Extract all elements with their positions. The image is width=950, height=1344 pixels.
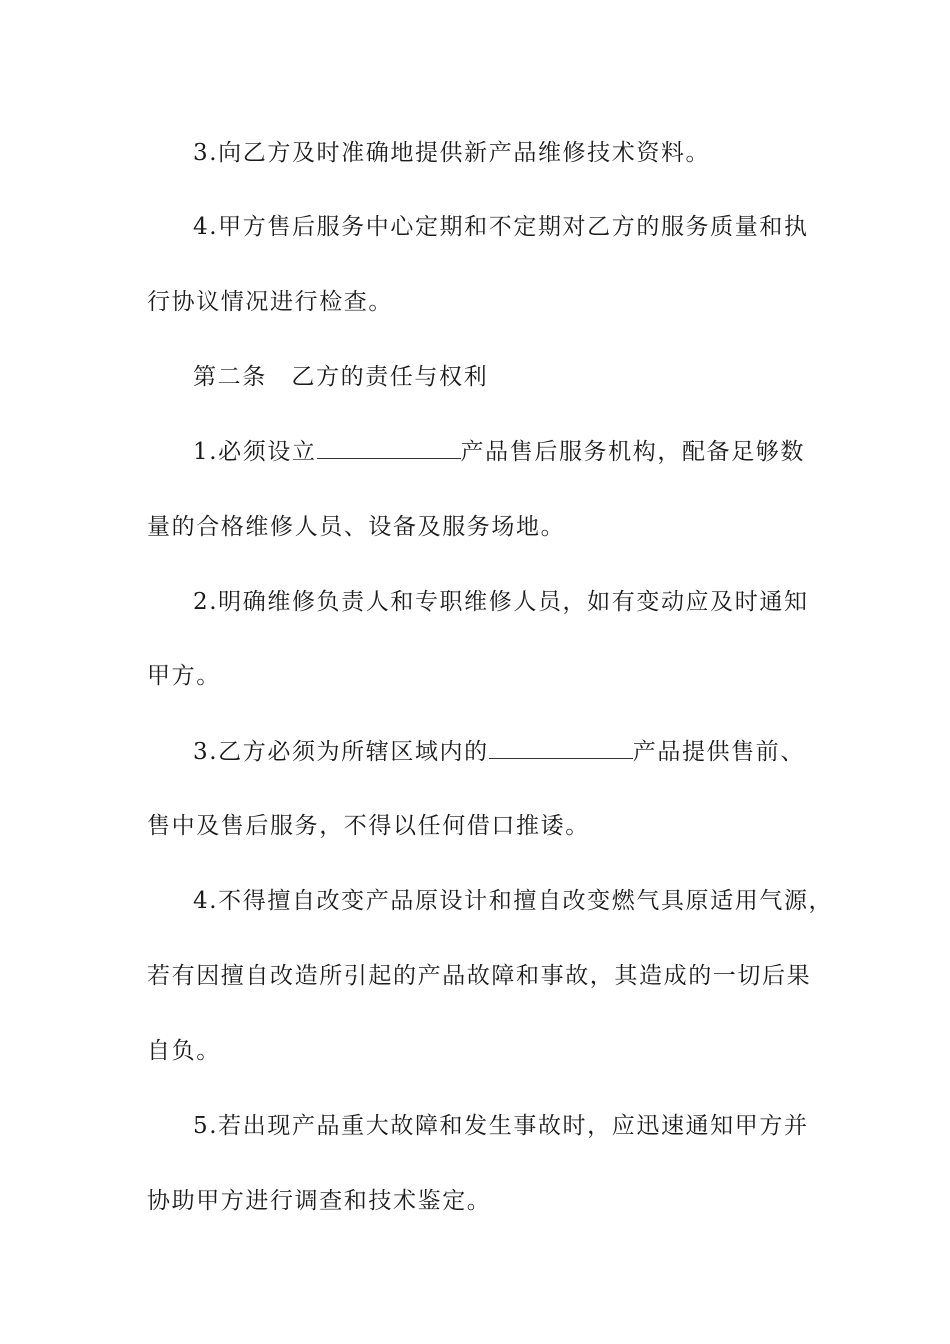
fill-in-blank[interactable] (317, 436, 461, 459)
paragraph-line (193, 436, 853, 468)
line-segment: 产品售后服务机构，配备足够数 (460, 439, 805, 465)
section-heading: 第二条 乙方的责任与权利 (193, 364, 489, 390)
paragraph-line (193, 736, 853, 768)
paragraph-line: 行协议情况进行检查。 (147, 289, 393, 315)
paragraph-line: 量的合格维修人员、设备及服务场地。 (147, 514, 566, 540)
paragraph-line: 4.甲方售后服务中心定期和不定期对乙方的服务质量和执 (193, 214, 809, 240)
paragraph-line: 5.若出现产品重大故障和发生事故时，应迅速通知甲方并 (193, 1113, 809, 1139)
paragraph-line: 若有因擅自改造所引起的产品故障和事故，其造成的一切后果 (147, 963, 812, 989)
line-segment: 产品提供售前、 (632, 739, 805, 765)
paragraph-line: 2.明确维修负责人和专职维修人员，如有变动应及时通知 (193, 589, 809, 615)
paragraph-line: 协助甲方进行调查和技术鉴定。 (147, 1188, 492, 1214)
line-segment: 3.乙方必须为所辖区域内的 (193, 739, 489, 765)
line-segment: 1.必须设立 (193, 439, 317, 465)
paragraph-line: 4.不得擅自改变产品原设计和擅自改变燃气具原适用气源， (193, 888, 834, 914)
fill-in-blank[interactable] (489, 736, 633, 759)
paragraph-line: 甲方。 (147, 663, 221, 689)
paragraph-line: 售中及售后服务，不得以任何借口推诿。 (147, 813, 590, 839)
paragraph-line: 自负。 (147, 1038, 221, 1064)
paragraph-line: 3.向乙方及时准确地提供新产品维修技术资料。 (193, 140, 711, 166)
